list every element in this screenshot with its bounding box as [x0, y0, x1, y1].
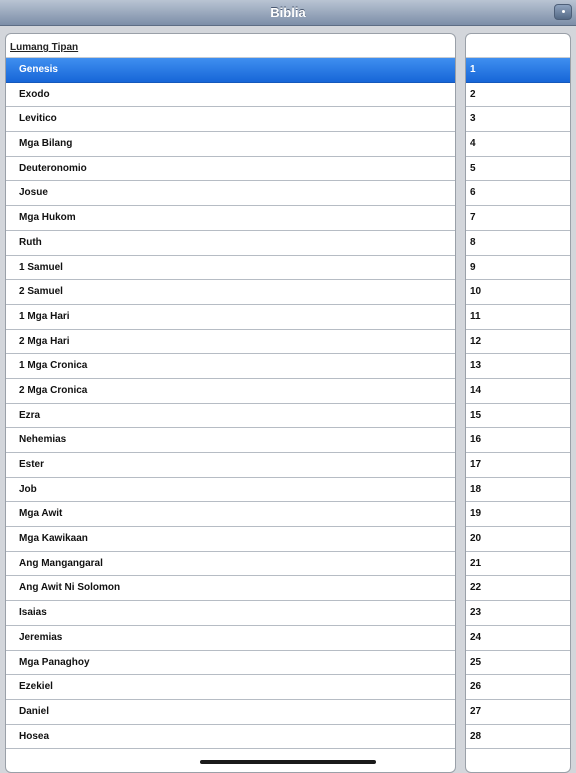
- chapter-row[interactable]: 8: [466, 231, 570, 256]
- chapter-row[interactable]: 21: [466, 552, 570, 577]
- chapter-row[interactable]: 3: [466, 107, 570, 132]
- books-panel: [5, 33, 456, 773]
- menu-button[interactable]: [554, 4, 572, 20]
- book-row[interactable]: 2 Mga Hari: [6, 330, 455, 355]
- book-list: [6, 58, 455, 749]
- book-row[interactable]: Josue: [6, 181, 455, 206]
- chapter-row[interactable]: 22: [466, 576, 570, 601]
- book-row[interactable]: Mga Bilang: [6, 132, 455, 157]
- chapter-row[interactable]: 10: [466, 280, 570, 305]
- book-row[interactable]: Daniel: [6, 700, 455, 725]
- chapter-list: [466, 58, 570, 749]
- book-row[interactable]: Nehemias: [6, 428, 455, 453]
- book-row[interactable]: Hosea: [6, 725, 455, 750]
- chapter-row[interactable]: 20: [466, 527, 570, 552]
- menu-icon: [562, 10, 565, 13]
- chapter-row[interactable]: 27: [466, 700, 570, 725]
- book-row[interactable]: Ruth: [6, 231, 455, 256]
- chapter-row[interactable]: 16: [466, 428, 570, 453]
- book-row[interactable]: Ezekiel: [6, 675, 455, 700]
- book-row[interactable]: Deuteronomio: [6, 157, 455, 182]
- book-row[interactable]: Job: [6, 478, 455, 503]
- chapter-row[interactable]: 12: [466, 330, 570, 355]
- chapter-row[interactable]: 1: [466, 58, 570, 83]
- book-row[interactable]: Ang Awit Ni Solomon: [6, 576, 455, 601]
- chapter-row[interactable]: 4: [466, 132, 570, 157]
- book-row[interactable]: 2 Samuel: [6, 280, 455, 305]
- book-row[interactable]: Jeremias: [6, 626, 455, 651]
- chapter-row[interactable]: 11: [466, 305, 570, 330]
- chapter-row[interactable]: 7: [466, 206, 570, 231]
- chapter-row[interactable]: 18: [466, 478, 570, 503]
- book-row[interactable]: Levitico: [6, 107, 455, 132]
- chapter-row[interactable]: 17: [466, 453, 570, 478]
- book-row[interactable]: Isaias: [6, 601, 455, 626]
- chapter-row[interactable]: 2: [466, 83, 570, 108]
- book-row[interactable]: Mga Panaghoy: [6, 651, 455, 676]
- book-row[interactable]: 1 Mga Cronica: [6, 354, 455, 379]
- book-row[interactable]: 1 Mga Hari: [6, 305, 455, 330]
- book-row[interactable]: 2 Mga Cronica: [6, 379, 455, 404]
- book-row[interactable]: 1 Samuel: [6, 256, 455, 281]
- books-header: [6, 34, 455, 58]
- app-title: Biblia: [270, 5, 306, 20]
- book-row[interactable]: Mga Kawikaan: [6, 527, 455, 552]
- book-row[interactable]: Mga Hukom: [6, 206, 455, 231]
- testament-title: Lumang Tipan: [10, 42, 79, 53]
- chapters-header: [466, 34, 570, 58]
- chapter-row[interactable]: 28: [466, 725, 570, 750]
- book-row[interactable]: Ester: [6, 453, 455, 478]
- book-row[interactable]: Ang Mangangaral: [6, 552, 455, 577]
- book-row[interactable]: Mga Awit: [6, 502, 455, 527]
- chapter-row[interactable]: 15: [466, 404, 570, 429]
- chapter-row[interactable]: 9: [466, 256, 570, 281]
- book-row[interactable]: Exodo: [6, 83, 455, 108]
- chapters-panel: [465, 33, 571, 773]
- chapter-row[interactable]: 26: [466, 675, 570, 700]
- chapter-row[interactable]: 13: [466, 354, 570, 379]
- chapter-row[interactable]: 6: [466, 181, 570, 206]
- chapter-row[interactable]: 25: [466, 651, 570, 676]
- chapter-row[interactable]: 19: [466, 502, 570, 527]
- book-row[interactable]: Genesis: [6, 58, 455, 83]
- title-bar: [0, 0, 576, 26]
- chapter-row[interactable]: 14: [466, 379, 570, 404]
- chapter-row[interactable]: 23: [466, 601, 570, 626]
- home-indicator: [200, 760, 376, 764]
- chapter-row[interactable]: 5: [466, 157, 570, 182]
- book-row[interactable]: Ezra: [6, 404, 455, 429]
- chapter-row[interactable]: 24: [466, 626, 570, 651]
